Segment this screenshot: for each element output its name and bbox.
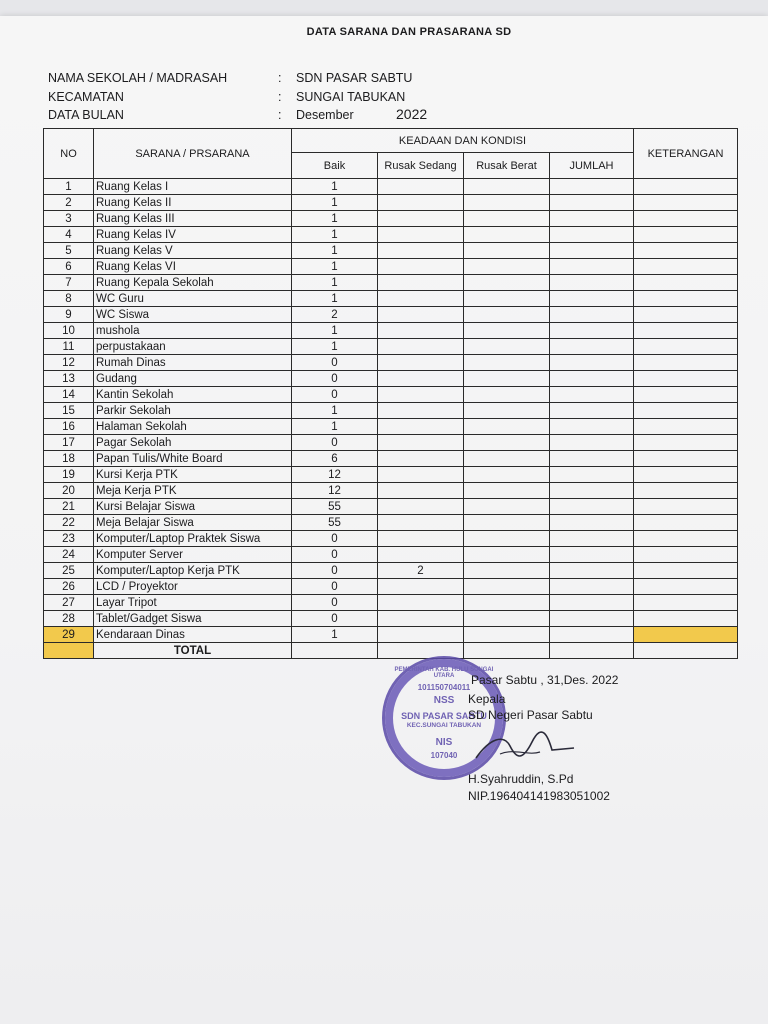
row-jumlah (550, 451, 634, 467)
row-facility-name: Meja Belajar Siswa (94, 515, 292, 531)
row-baik: 1 (292, 243, 378, 259)
row-number: 15 (44, 403, 94, 419)
table-row (44, 179, 738, 195)
month-label: DATA BULAN (48, 108, 124, 122)
row-rusak-berat (464, 579, 550, 595)
row-jumlah (550, 483, 634, 499)
header-no: NO (44, 129, 94, 179)
row-rusak-sedang (378, 483, 464, 499)
school-label: NAMA SEKOLAH / MADRASAH (48, 71, 228, 85)
row-rusak-berat (464, 419, 550, 435)
row-number: 20 (44, 483, 94, 499)
row-jumlah (550, 419, 634, 435)
row-number: 9 (44, 307, 94, 323)
row-rusak-sedang (378, 419, 464, 435)
row-baik: 55 (292, 515, 378, 531)
row-number: 14 (44, 387, 94, 403)
row-number: 10 (44, 323, 94, 339)
row-facility-name: WC Siswa (94, 307, 292, 323)
signature-place-date: Pasar Sabtu , 31,Des. 2022 (471, 673, 619, 687)
row-facility-name: Ruang Kelas II (94, 195, 292, 211)
row-jumlah (550, 531, 634, 547)
row-baik: 0 (292, 371, 378, 387)
row-facility-name: perpustakaan (94, 339, 292, 355)
row-rusak-sedang (378, 259, 464, 275)
row-baik: 1 (292, 323, 378, 339)
row-jumlah (550, 243, 634, 259)
row-number: 1 (44, 179, 94, 195)
row-jumlah (550, 227, 634, 243)
table-row (44, 435, 738, 451)
table-row (44, 499, 738, 515)
row-facility-name: Ruang Kelas I (94, 179, 292, 195)
row-number: 22 (44, 515, 94, 531)
row-rusak-berat (464, 387, 550, 403)
table-row (44, 291, 738, 307)
row-rusak-sedang (378, 211, 464, 227)
table-row (44, 211, 738, 227)
row-rusak-sedang (378, 451, 464, 467)
row-number: 11 (44, 339, 94, 355)
row-baik: 1 (292, 195, 378, 211)
row-rusak-berat (464, 467, 550, 483)
row-keterangan (634, 291, 738, 307)
row-baik: 1 (292, 419, 378, 435)
table-row (44, 531, 738, 547)
row-number: 6 (44, 259, 94, 275)
row-rusak-sedang (378, 627, 464, 643)
row-jumlah (550, 467, 634, 483)
school-value: SDN PASAR SABTU (296, 71, 413, 85)
row-number: 21 (44, 499, 94, 515)
row-jumlah (550, 259, 634, 275)
row-rusak-sedang (378, 531, 464, 547)
facilities-table (43, 128, 738, 659)
document-title: DATA SARANA DAN PRASARANA SD (306, 26, 512, 38)
stamp-nis-label: NIS (435, 737, 453, 748)
row-number: 25 (44, 563, 94, 579)
row-facility-name: Pagar Sekolah (94, 435, 292, 451)
row-baik: 1 (292, 291, 378, 307)
row-rusak-berat (464, 339, 550, 355)
row-keterangan (634, 275, 738, 291)
table-row (44, 387, 738, 403)
total-jumlah (550, 643, 634, 659)
table-row (44, 371, 738, 387)
row-rusak-berat (464, 355, 550, 371)
table-row (44, 627, 738, 643)
row-keterangan (634, 515, 738, 531)
row-baik: 0 (292, 563, 378, 579)
row-jumlah (550, 355, 634, 371)
row-baik: 55 (292, 499, 378, 515)
row-rusak-berat (464, 451, 550, 467)
table-row (44, 339, 738, 355)
total-marker (44, 643, 94, 659)
table-row (44, 451, 738, 467)
row-facility-name: WC Guru (94, 291, 292, 307)
row-rusak-sedang (378, 435, 464, 451)
row-jumlah (550, 499, 634, 515)
row-baik: 0 (292, 547, 378, 563)
row-rusak-sedang (378, 499, 464, 515)
table-row (44, 323, 738, 339)
row-keterangan (634, 227, 738, 243)
row-facility-name: Papan Tulis/White Board (94, 451, 292, 467)
row-number: 5 (44, 243, 94, 259)
total-keterangan (634, 643, 738, 659)
row-facility-name: Kursi Belajar Siswa (94, 499, 292, 515)
row-rusak-berat (464, 195, 550, 211)
row-jumlah (550, 211, 634, 227)
row-keterangan (634, 307, 738, 323)
row-baik: 1 (292, 627, 378, 643)
row-jumlah (550, 291, 634, 307)
row-number: 26 (44, 579, 94, 595)
row-rusak-berat (464, 227, 550, 243)
row-number: 8 (44, 291, 94, 307)
row-rusak-berat (464, 275, 550, 291)
row-rusak-sedang: 2 (378, 563, 464, 579)
row-keterangan (634, 547, 738, 563)
row-rusak-sedang (378, 291, 464, 307)
row-facility-name: Kursi Kerja PTK (94, 467, 292, 483)
row-rusak-berat (464, 515, 550, 531)
row-jumlah (550, 547, 634, 563)
row-keterangan (634, 259, 738, 275)
row-baik: 1 (292, 403, 378, 419)
signature-role: Kepala (468, 692, 506, 706)
row-keterangan (634, 563, 738, 579)
row-rusak-berat (464, 547, 550, 563)
row-jumlah (550, 195, 634, 211)
row-facility-name: Parkir Sekolah (94, 403, 292, 419)
row-keterangan (634, 483, 738, 499)
row-rusak-sedang (378, 467, 464, 483)
row-jumlah (550, 323, 634, 339)
row-number: 16 (44, 419, 94, 435)
row-number: 27 (44, 595, 94, 611)
row-jumlah (550, 515, 634, 531)
row-keterangan (634, 611, 738, 627)
row-rusak-sedang (378, 195, 464, 211)
row-keterangan (634, 467, 738, 483)
table-row (44, 195, 738, 211)
row-rusak-sedang (378, 611, 464, 627)
row-keterangan (634, 339, 738, 355)
row-baik: 1 (292, 211, 378, 227)
row-jumlah (550, 275, 634, 291)
row-baik: 1 (292, 275, 378, 291)
row-baik: 0 (292, 435, 378, 451)
row-facility-name: Tablet/Gadget Siswa (94, 611, 292, 627)
row-rusak-berat (464, 259, 550, 275)
table-body (44, 179, 738, 643)
row-rusak-sedang (378, 275, 464, 291)
row-keterangan (634, 579, 738, 595)
total-rusak-berat (464, 643, 550, 659)
row-baik: 2 (292, 307, 378, 323)
row-rusak-sedang (378, 355, 464, 371)
row-rusak-berat (464, 291, 550, 307)
row-number: 23 (44, 531, 94, 547)
row-rusak-sedang (378, 547, 464, 563)
row-rusak-berat (464, 435, 550, 451)
row-facility-name: Ruang Kelas V (94, 243, 292, 259)
row-number: 28 (44, 611, 94, 627)
total-baik (292, 643, 378, 659)
table-row (44, 227, 738, 243)
row-baik: 12 (292, 483, 378, 499)
row-rusak-berat (464, 211, 550, 227)
row-rusak-berat (464, 627, 550, 643)
row-rusak-sedang (378, 371, 464, 387)
row-keterangan (634, 371, 738, 387)
total-label: TOTAL (94, 643, 292, 659)
table-row (44, 579, 738, 595)
signature-name: H.Syahruddin, S.Pd (468, 772, 574, 786)
row-number: 18 (44, 451, 94, 467)
row-facility-name: Gudang (94, 371, 292, 387)
row-keterangan (634, 403, 738, 419)
row-rusak-sedang (378, 387, 464, 403)
row-keterangan (634, 499, 738, 515)
row-number: 3 (44, 211, 94, 227)
row-rusak-sedang (378, 243, 464, 259)
row-rusak-sedang (378, 323, 464, 339)
table-row (44, 307, 738, 323)
row-baik: 1 (292, 259, 378, 275)
row-keterangan (634, 387, 738, 403)
row-keterangan (634, 243, 738, 259)
total-row (44, 643, 738, 659)
row-rusak-berat (464, 371, 550, 387)
row-keterangan (634, 355, 738, 371)
row-keterangan (634, 323, 738, 339)
row-rusak-sedang (378, 515, 464, 531)
row-jumlah (550, 579, 634, 595)
table-row (44, 403, 738, 419)
row-jumlah (550, 179, 634, 195)
table-row (44, 547, 738, 563)
row-keterangan (634, 435, 738, 451)
row-jumlah (550, 387, 634, 403)
district-label: KECAMATAN (48, 90, 124, 104)
row-number: 12 (44, 355, 94, 371)
table-row (44, 419, 738, 435)
row-facility-name: Komputer Server (94, 547, 292, 563)
row-keterangan (634, 627, 738, 643)
row-facility-name: Rumah Dinas (94, 355, 292, 371)
row-baik: 0 (292, 611, 378, 627)
row-facility-name: Ruang Kelas IV (94, 227, 292, 243)
table-row (44, 563, 738, 579)
row-baik: 1 (292, 339, 378, 355)
row-keterangan (634, 595, 738, 611)
row-rusak-sedang (378, 307, 464, 323)
row-rusak-berat (464, 307, 550, 323)
table-row (44, 259, 738, 275)
year-value: 2022 (396, 106, 428, 122)
row-keterangan (634, 419, 738, 435)
row-facility-name: mushola (94, 323, 292, 339)
row-baik: 0 (292, 531, 378, 547)
row-rusak-sedang (378, 595, 464, 611)
row-facility-name: Kantin Sekolah (94, 387, 292, 403)
row-jumlah (550, 611, 634, 627)
row-keterangan (634, 531, 738, 547)
row-number: 4 (44, 227, 94, 243)
table-row (44, 515, 738, 531)
row-jumlah (550, 339, 634, 355)
row-facility-name: Ruang Kelas III (94, 211, 292, 227)
stamp-nss-number: 101150704011 (417, 683, 471, 692)
colon: : (278, 108, 282, 122)
row-rusak-berat (464, 179, 550, 195)
table-row (44, 355, 738, 371)
stamp-school: SDN PASAR SABTU (401, 711, 487, 721)
row-facility-name: LCD / Proyektor (94, 579, 292, 595)
row-rusak-sedang (378, 179, 464, 195)
stamp-nis-number: 107040 (430, 751, 458, 760)
row-facility-name: Ruang Kelas VI (94, 259, 292, 275)
row-rusak-berat (464, 243, 550, 259)
row-baik: 6 (292, 451, 378, 467)
row-baik: 0 (292, 579, 378, 595)
row-jumlah (550, 371, 634, 387)
header-baik: Baik (292, 153, 378, 179)
row-rusak-berat (464, 323, 550, 339)
row-number: 19 (44, 467, 94, 483)
header-rusak-berat: Rusak Berat (464, 153, 550, 179)
row-keterangan (634, 195, 738, 211)
handwritten-signature-icon (470, 728, 580, 768)
table-row (44, 275, 738, 291)
row-rusak-berat (464, 563, 550, 579)
row-facility-name: Layar Tripot (94, 595, 292, 611)
row-rusak-sedang (378, 403, 464, 419)
row-number: 7 (44, 275, 94, 291)
stamp-outer-text: PEMERINTAH KAB. HULU SUNGAI UTARA (394, 667, 494, 679)
table-row (44, 595, 738, 611)
row-number: 24 (44, 547, 94, 563)
row-number: 29 (44, 627, 94, 643)
row-baik: 0 (292, 387, 378, 403)
row-jumlah (550, 563, 634, 579)
row-baik: 0 (292, 355, 378, 371)
stamp-district: KEC.SUNGAI TABUKAN (406, 722, 482, 729)
header-condition-group: KEADAAN DAN KONDISI (292, 129, 634, 153)
row-number: 2 (44, 195, 94, 211)
signature-institution: SD Negeri Pasar Sabtu (468, 708, 593, 722)
district-value: SUNGAI TABUKAN (296, 90, 406, 104)
table-row (44, 483, 738, 499)
row-rusak-berat (464, 403, 550, 419)
signature-nip: NIP.196404141983051002 (468, 789, 610, 803)
row-jumlah (550, 595, 634, 611)
table-row (44, 467, 738, 483)
table-row (44, 611, 738, 627)
row-jumlah (550, 403, 634, 419)
header-keterangan: KETERANGAN (634, 129, 738, 179)
row-keterangan (634, 211, 738, 227)
row-rusak-sedang (378, 227, 464, 243)
row-facility-name: Komputer/Laptop Kerja PTK (94, 563, 292, 579)
row-facility-name: Meja Kerja PTK (94, 483, 292, 499)
row-facility-name: Kendaraan Dinas (94, 627, 292, 643)
header-item: SARANA / PRSARANA (94, 129, 292, 179)
row-rusak-sedang (378, 579, 464, 595)
row-jumlah (550, 435, 634, 451)
row-rusak-sedang (378, 339, 464, 355)
row-number: 17 (44, 435, 94, 451)
row-rusak-berat (464, 499, 550, 515)
row-keterangan (634, 179, 738, 195)
colon: : (278, 90, 282, 104)
row-jumlah (550, 307, 634, 323)
row-facility-name: Komputer/Laptop Praktek Siswa (94, 531, 292, 547)
row-rusak-berat (464, 611, 550, 627)
colon: : (278, 71, 282, 85)
table-row (44, 243, 738, 259)
row-number: 13 (44, 371, 94, 387)
row-baik: 1 (292, 227, 378, 243)
row-rusak-berat (464, 483, 550, 499)
row-rusak-berat (464, 595, 550, 611)
row-facility-name: Halaman Sekolah (94, 419, 292, 435)
month-value: Desember (296, 108, 354, 122)
row-baik: 1 (292, 179, 378, 195)
row-baik: 0 (292, 595, 378, 611)
header-rusak-sedang: Rusak Sedang (378, 153, 464, 179)
row-jumlah (550, 627, 634, 643)
header-jumlah: JUMLAH (550, 153, 634, 179)
stamp-nss-label: NSS (433, 695, 455, 706)
row-baik: 12 (292, 467, 378, 483)
row-rusak-berat (464, 531, 550, 547)
row-keterangan (634, 451, 738, 467)
row-facility-name: Ruang Kepala Sekolah (94, 275, 292, 291)
